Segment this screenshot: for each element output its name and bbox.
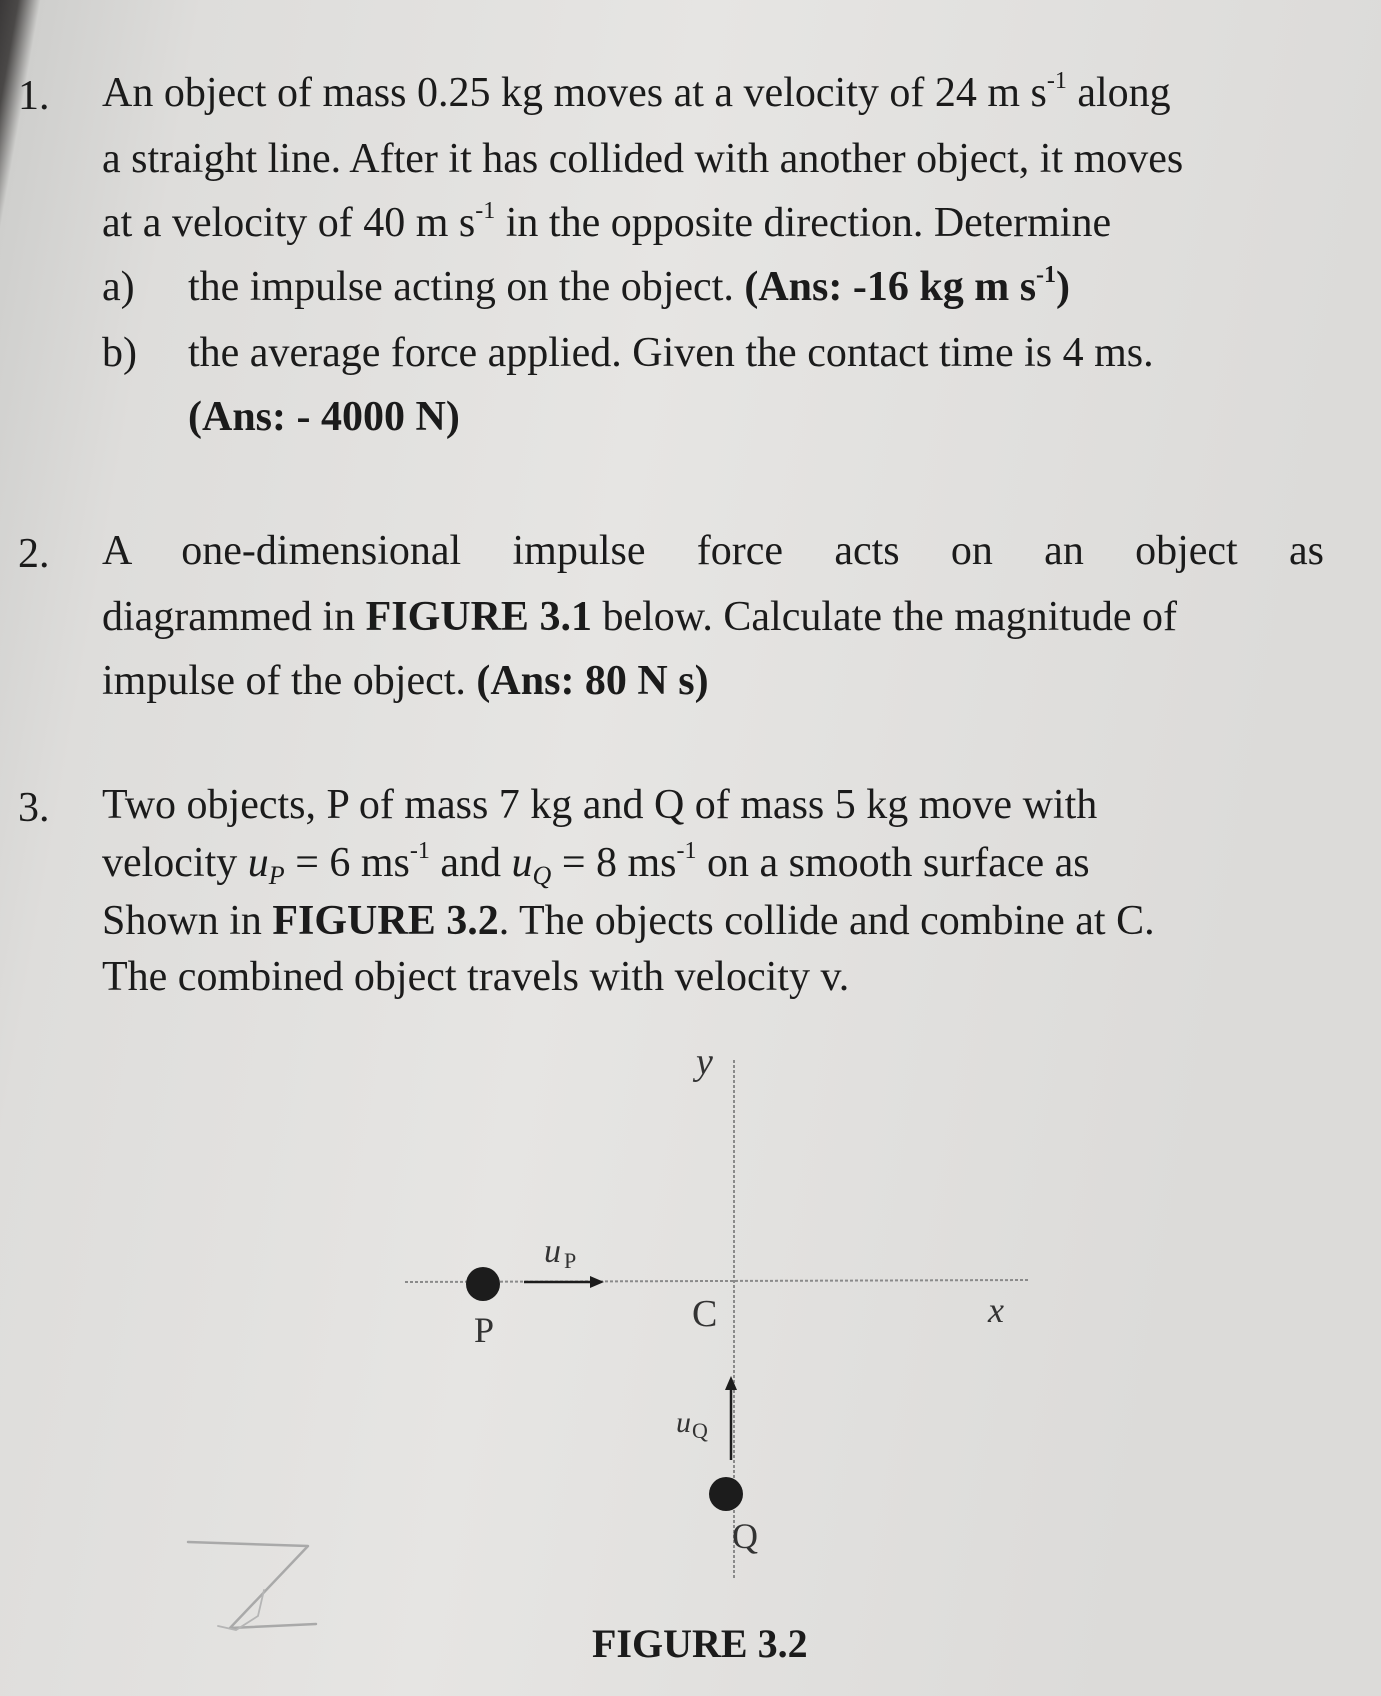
up-velocity-label xyxy=(544,1233,576,1273)
q1-part-a: a) the impulse acting on the object. (Ans: -16 kg m $s^{-1}$) xyxy=(102,262,1071,310)
q1-line-1: An object of mass 0.25 kg moves at a velocity of 24 m $s^{-1}$ along xyxy=(102,68,1171,116)
svg-text:Q: Q xyxy=(692,1418,708,1443)
point-c-label: C xyxy=(692,1293,718,1335)
point-p-label: P xyxy=(474,1310,495,1350)
svg-text:u: u xyxy=(676,1406,691,1439)
q2-line-3: impulse of the object. (Ans: 80 N s) xyxy=(102,658,709,704)
object-p-dot xyxy=(466,1267,500,1301)
point-q-label: Q xyxy=(732,1516,758,1556)
q3-line-2: velocity uP = 6 $ms^{-1}$ and uQ = 8 $ms^{-1}$ on a smooth surface as xyxy=(102,838,1090,890)
svg-text:u: u xyxy=(544,1233,561,1270)
q3-line-1: Two objects, P of mass 7 kg and Q of mass 5 kg move with xyxy=(102,782,1098,828)
svg-text:P: P xyxy=(564,1248,577,1273)
handwritten-stroke xyxy=(218,1590,264,1630)
q1-line-3: at a velocity of 40 m $s^{-1}$ in the opposite direction. Determine xyxy=(102,198,1112,246)
object-q-dot xyxy=(709,1477,743,1511)
figure-3-2-diagram xyxy=(0,1010,1381,1696)
figure-caption: FIGURE 3.2 xyxy=(592,1621,808,1666)
y-axis-label: y xyxy=(696,1041,713,1083)
q1-part-b: b) the average force applied. Given the contact time is 4 ms. xyxy=(102,330,1154,376)
q3-number: 3. xyxy=(18,785,50,831)
q2-number: 2. xyxy=(18,531,50,577)
q2-line-2: diagrammed in FIGURE 3.1 below. Calculate the magnitude of xyxy=(102,594,1178,640)
q3-line-4: The combined object travels with velocity v. xyxy=(102,954,850,1000)
velocity-up-arrow xyxy=(524,1276,604,1288)
velocity-uq-arrow xyxy=(725,1376,737,1460)
q1-part-b-answer: (Ans: - 4000 N) xyxy=(188,394,460,440)
uq-velocity-label xyxy=(676,1406,708,1443)
handwritten-z-mark xyxy=(188,1542,316,1628)
q2-line-1: A one-dimensional impulse force acts on an object as xyxy=(102,528,1324,574)
q1-line-2: a straight line. After it has collided with another object, it moves xyxy=(102,136,1184,182)
q1-number: 1. xyxy=(18,73,50,119)
x-axis-label: x xyxy=(988,1290,1004,1330)
q3-line-3: Shown in FIGURE 3.2. The objects collide and combine at C. xyxy=(102,898,1155,944)
